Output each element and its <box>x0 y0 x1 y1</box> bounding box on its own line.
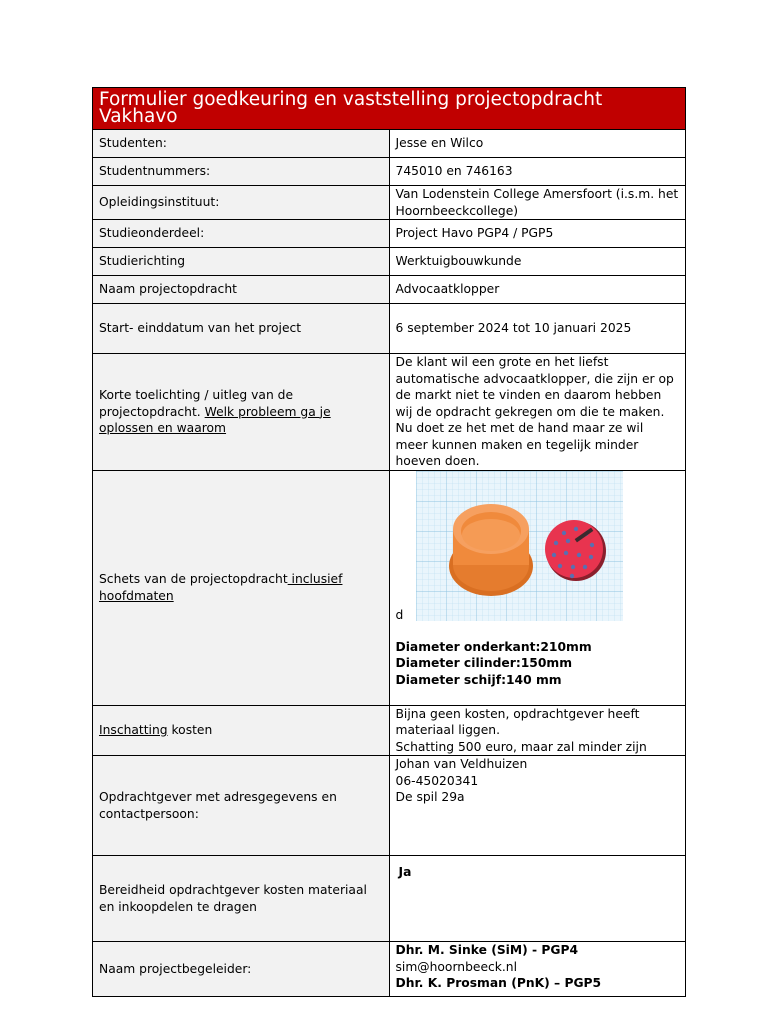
value-schets <box>389 470 686 705</box>
label-schets-text: Schets van de projectopdracht <box>99 572 288 586</box>
row-studenten <box>93 130 686 158</box>
title-row <box>93 88 686 130</box>
form-title: Formulier goedkeuring en vaststelling projectopdracht Vakhavo <box>93 88 686 130</box>
label-kosten-text: kosten <box>167 723 213 737</box>
label-studenten: Studenten: <box>93 130 390 158</box>
main-dimensions <box>396 639 592 689</box>
label-bereidheid: Bereidheid opdrachtgever kosten materiaal en inkoopdelen te dragen <box>93 856 390 942</box>
row-bereidheid <box>93 856 686 942</box>
label-onderdeel: Studieonderdeel: <box>93 220 390 248</box>
bereidheid-answer: Ja <box>398 865 412 879</box>
dimension-base: Diameter onderkant:210mm <box>395 639 592 654</box>
kosten-line-1: Bijna geen kosten, opdrachtgever heeft materiaal liggen. <box>395 706 640 737</box>
value-bereidheid <box>389 856 686 942</box>
row-kosten <box>93 705 686 756</box>
row-toelichting <box>93 354 686 471</box>
value-kosten <box>389 705 686 756</box>
row-studentnummers <box>93 158 686 186</box>
value-datum: 6 september 2024 tot 10 januari 2025 <box>389 304 686 354</box>
label-instituut: Opleidingsinstituut: <box>93 186 390 220</box>
kosten-line-2: Schatting 500 euro, maar zal minder zijn <box>395 739 647 754</box>
label-datum: Start- einddatum van het project <box>93 304 390 354</box>
row-opdrachtgever <box>93 756 686 856</box>
label-toelichting <box>93 354 390 471</box>
cad-sketch-image <box>416 471 623 621</box>
approval-form-table <box>92 87 686 997</box>
dimension-cylinder: Diameter cilinder:150mm <box>395 656 573 670</box>
label-opdrachtgever: Opdrachtgever met adresgegevens en contactpersoon: <box>93 756 390 856</box>
value-richting: Werktuigbouwkunde <box>389 248 686 276</box>
row-onderdeel <box>93 220 686 248</box>
begeleider-1: Dhr. M. Sinke (SiM) - PGP4 <box>395 943 579 957</box>
value-toelichting: De klant wil een grote en het liefst automatische advocaatklopper, die zijn er op de markt niet te vinden en daarom hebben wij de opdracht gekregen om die te maken. Nu doet ze het met de hand maar ze wil meer kunnen maken en tegelijk minder hoeven doen. <box>389 354 686 471</box>
label-naam: Naam projectopdracht <box>93 276 390 304</box>
begeleider-2: Dhr. K. Prosman (PnK) – PGP5 <box>395 976 602 990</box>
begeleider-email: sim@hoornbeeck.nl <box>395 959 518 974</box>
opdrachtgever-phone: 06-45020341 <box>395 773 479 788</box>
row-richting <box>93 248 686 276</box>
label-kosten-underlined: Inschatting <box>99 723 168 737</box>
value-studentnummers: 745010 en 746163 <box>389 158 686 186</box>
dimension-disc: Diameter schijf:140 mm <box>395 672 562 687</box>
value-naam: Advocaatklopper <box>389 276 686 304</box>
label-studentnummers: Studentnummers: <box>93 158 390 186</box>
value-onderdeel: Project Havo PGP4 / PGP5 <box>389 220 686 248</box>
row-instituut <box>93 186 686 220</box>
opdrachtgever-address: De spil 29a <box>395 790 465 804</box>
value-instituut: Van Lodenstein College Amersfoort (i.s.m. het Hoornbeeckcollege) <box>389 186 686 220</box>
label-schets-underlined: inclusief hoofdmaten <box>99 572 343 603</box>
row-begeleider <box>93 942 686 997</box>
label-begeleider: Naam projectbegeleider: <box>93 942 390 997</box>
label-toelichting-text: Korte toelichting / uitleg van de projectopdracht. <box>99 388 294 419</box>
label-kosten <box>93 705 390 756</box>
sketch-container <box>396 471 680 705</box>
opdrachtgever-name: Johan van Veldhuizen <box>395 757 528 771</box>
value-begeleider <box>389 942 686 997</box>
row-schets <box>93 470 686 705</box>
value-opdrachtgever <box>389 756 686 856</box>
sketch-letter: d <box>395 607 404 622</box>
label-schets <box>93 470 390 705</box>
row-naam <box>93 276 686 304</box>
value-studenten: Jesse en Wilco <box>389 130 686 158</box>
label-richting: Studierichting <box>93 248 390 276</box>
label-toelichting-underlined: Welk probleem ga je oplossen en waarom <box>99 404 331 435</box>
row-datum <box>93 304 686 354</box>
